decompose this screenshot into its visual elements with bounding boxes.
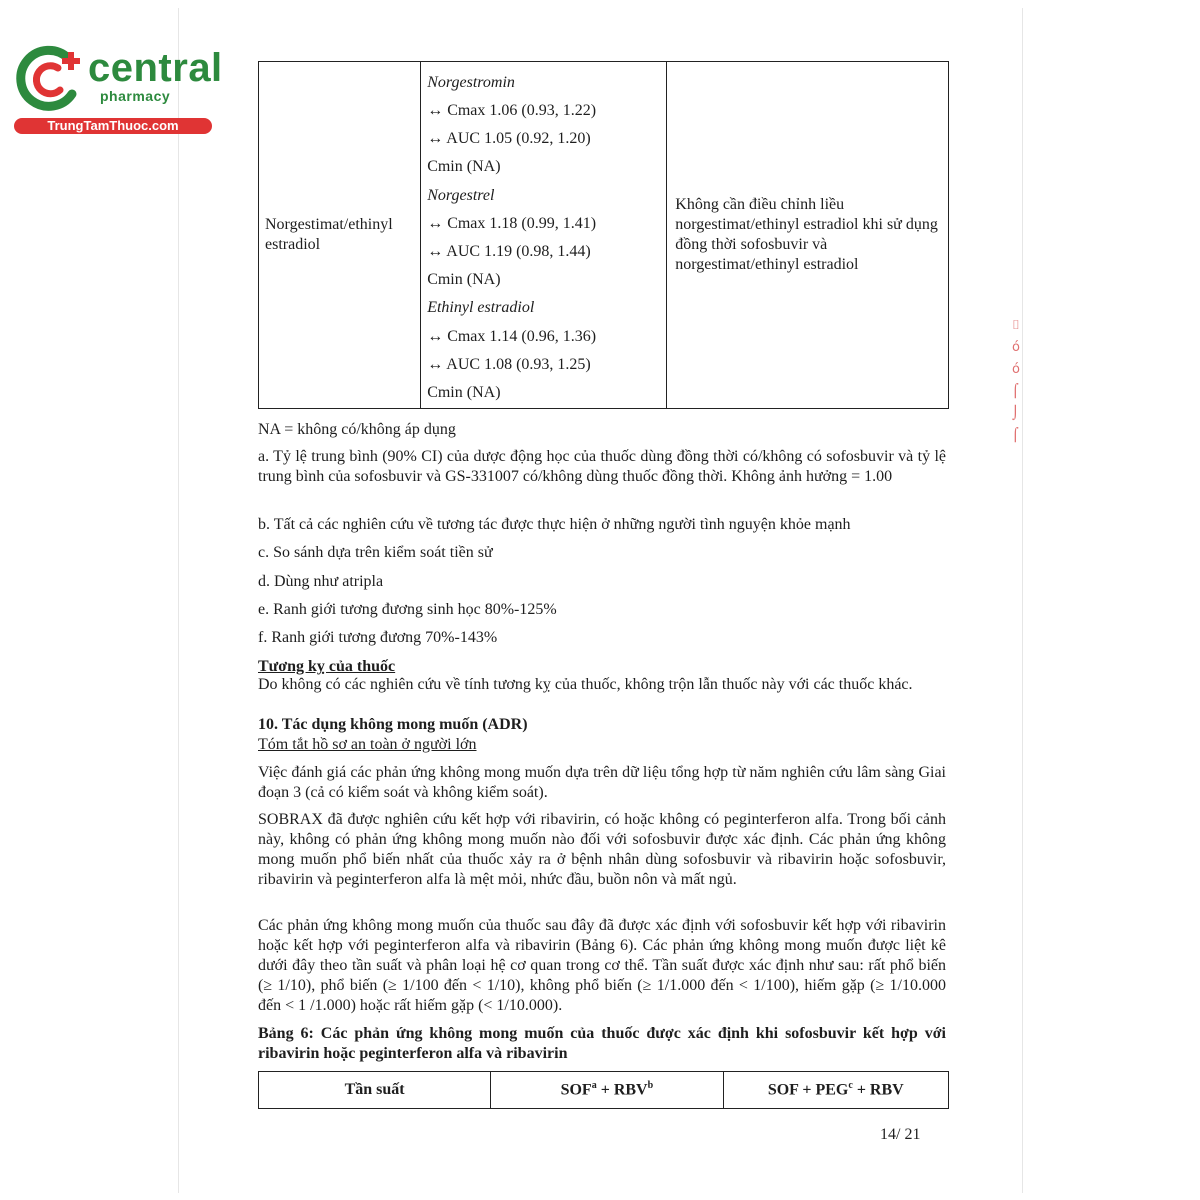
effect-line: Cmin (NA) xyxy=(427,383,501,401)
effects-cell xyxy=(421,62,667,409)
section10-p2: SOBRAX đã được nghiên cứu kết hợp với ribavirin, có hoặc không có peginterferon alfa. Trong bối cảnh này, không có phản ứng không mong muốn nào đối với sofosbuvir được xác định. Các phản ứng không mong muốn phổ biến nhất của thuốc xảy ra ở bệnh nhân dùng sofosbuvir và ribavirin hoặc sofosbuvir, ribavirin và peginterferon alfa là mệt mỏi, nhức đầu, buồn nôn và mất ngủ. xyxy=(258,811,946,888)
effect-line: ↔ AUC 1.19 (0.98, 1.44) xyxy=(427,243,591,260)
effect-line: ↔ Cmax 1.06 (0.93, 1.22) xyxy=(427,102,597,120)
note-a: a. Tỷ lệ trung bình (90% CI) của dược động học của thuốc dùng đồng thời có/không có sofosbuvir và tỷ lệ trung bình của sofosbuvir và GS-331007 có/không dùng thuốc đồng thời. Không ảnh hưởng = 1.00 xyxy=(258,448,946,485)
effect-line: Ethinyl estradiol xyxy=(427,299,535,317)
table6-title: Bảng 6: Các phản ứng không mong muốn của thuốc được xác định khi sofosbuvir kết hợp với ribavirin hoặc peginterferon alfa và ribavirin xyxy=(258,1025,946,1062)
note-na: NA = không có/không áp dụng xyxy=(258,421,456,438)
effect-line: ↔ Cmax 1.18 (0.99, 1.41) xyxy=(427,214,597,232)
section10-heading: 10. Tác dụng không mong muốn (ADR) xyxy=(258,716,528,733)
header-frequency-label: Tần suất xyxy=(344,1081,405,1098)
effect-line: Cmin (NA) xyxy=(427,271,501,289)
recommendation-cell xyxy=(667,62,949,409)
h2sa: a xyxy=(591,1080,597,1092)
note-e: e. Ranh giới tương đương sinh học 80%-125% xyxy=(258,601,557,618)
table6 xyxy=(258,1071,949,1109)
section10-subheading: Tóm tắt hồ sơ an toàn ở người lớn xyxy=(258,736,477,753)
header-sof-peg-rbv xyxy=(723,1072,948,1109)
drug-cell xyxy=(259,62,421,409)
note-b: b. Tất cả các nghiên cứu về tương tác được thực hiện ở những người tình nguyện khỏe mạnh xyxy=(258,516,851,533)
note-c: c. So sánh dựa trên kiểm soát tiền sử xyxy=(258,544,493,561)
incompat-heading: Tương kỵ của thuốc xyxy=(258,658,396,675)
section10-p1: Việc đánh giá các phản ứng không mong muốn dựa trên dữ liệu tổng hợp từ năm nghiên cứu lâm sàng Giai đoạn 3 (cả có kiểm soát và không kiểm soát). xyxy=(258,764,946,801)
central-pharmacy-logo[interactable] xyxy=(10,38,223,138)
logo-brand: central xyxy=(88,46,223,90)
h2a: SOF xyxy=(560,1081,592,1099)
table-header-row xyxy=(259,1072,949,1109)
logo-subtitle: pharmacy xyxy=(100,88,171,104)
effect-line: Norgestrel xyxy=(427,186,495,204)
effect-line: ↔ AUC 1.05 (0.92, 1.20) xyxy=(427,130,591,148)
drug-name: Norgestimat/ethinyl estradiol xyxy=(265,216,393,253)
section10-p3: Các phản ứng không mong muốn của thuốc sau đây đã được xác định với sofosbuvir kết hợp với ribavirin hoặc kết hợp với peginterferon alfa và ribavirin (Bảng 6). Các phản ứng không mong muốn được liệt kê dưới đây theo tần suất và phân loại hệ cơ quan trong cơ thể. Tần suất được xác định như sau: rất phổ biến (≥ 1/10), phổ biến (≥ 1/100 đến < 1/10), không phổ biến (≥ 1/1.000 đến < 1/100), hiếm gặp (≥ 1/10.000 đến < 1 /1.000) hoặc rất hiếm gặp (< 1/10.000). xyxy=(258,917,946,1014)
note-d: d. Dùng như atripla xyxy=(258,573,384,590)
logo-mark-icon xyxy=(10,38,90,118)
h2sb: b xyxy=(647,1080,654,1092)
page-number: 14/ 21 xyxy=(880,1126,921,1143)
header-frequency xyxy=(259,1072,491,1109)
note-f: f. Ranh giới tương đương 70%-143% xyxy=(258,629,498,646)
effect-line: Norgestromin xyxy=(427,73,515,91)
h2b: + RBV xyxy=(596,1081,648,1099)
effect-line: ↔ AUC 1.08 (0.93, 1.25) xyxy=(427,355,591,373)
interaction-table xyxy=(258,61,949,409)
logo-url[interactable]: TrungTamThuoc.com xyxy=(14,118,212,134)
table-row xyxy=(259,62,949,409)
effect-line: ↔ Cmax 1.14 (0.96, 1.36) xyxy=(427,327,597,345)
recommendation-text: Không cần điều chỉnh liều norgestimat/ethinyl estradiol khi sử dụng đồng thời sofosbuvir và norgestimat/ethinyl estradiol xyxy=(675,196,938,273)
h3a: SOF + PEG xyxy=(767,1081,849,1099)
stamp-mark: ⌷ ó ó ⌠ ⌡ ⌠ xyxy=(1012,318,1020,443)
effects-list xyxy=(427,63,660,407)
incompat-text: Do không có các nghiên cứu về tính tương kỵ của thuốc, không trộn lẫn thuốc này với các thuốc khác. xyxy=(258,676,913,693)
effect-line: Cmin (NA) xyxy=(427,158,501,176)
h3sa: c xyxy=(848,1080,853,1092)
h3b: + RBV xyxy=(852,1081,904,1099)
header-sof-rbv xyxy=(491,1072,723,1109)
